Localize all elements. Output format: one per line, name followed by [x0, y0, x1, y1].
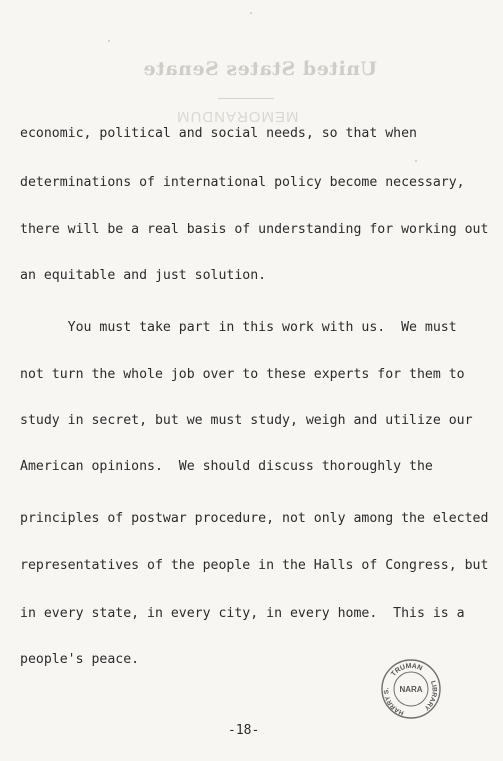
truman-library-stamp [380, 658, 442, 720]
body-line-10: representatives of the people in the Halls of Congress, but [20, 558, 489, 573]
stamp-right-text: LIBRARY [422, 679, 438, 712]
page-number: -18- [228, 723, 260, 738]
body-line-9: principles of postwar procedure, not only among the elected [20, 511, 489, 526]
paper-speck [415, 160, 417, 162]
body-line-1: economic, political and social needs, so that when [20, 126, 417, 141]
stamp-left-text: HARRY S. [383, 687, 405, 717]
letterhead-bleedthrough: United States Senate [142, 58, 378, 80]
paper-speck [108, 40, 110, 42]
paper-speck [250, 12, 252, 14]
letterhead-rule [218, 98, 274, 99]
memorandum-bleedthrough: MEMORANDUM [176, 108, 299, 125]
body-line-3: there will be a real basis of understanding for working out [20, 222, 489, 237]
body-line-2: determinations of international policy become necessary, [20, 175, 465, 190]
body-line-8: American opinions. We should discuss thoroughly the [20, 459, 433, 474]
stamp-top-text: TRUMAN [390, 662, 424, 678]
body-line-6: not turn the whole job over to these experts for them to [20, 367, 465, 382]
body-line-5: You must take part in this work with us. We must [20, 320, 457, 335]
stamp-center-text: NARA [399, 685, 423, 694]
body-line-4: an equitable and just solution. [20, 268, 267, 283]
body-line-12: people's peace. [20, 652, 140, 667]
svg-text:LIBRARY [422, 680, 437, 712]
body-line-11: in every state, in every city, in every home. This is a [20, 606, 465, 621]
body-line-7: study in secret, but we must study, weigh and utilize our [20, 413, 473, 428]
